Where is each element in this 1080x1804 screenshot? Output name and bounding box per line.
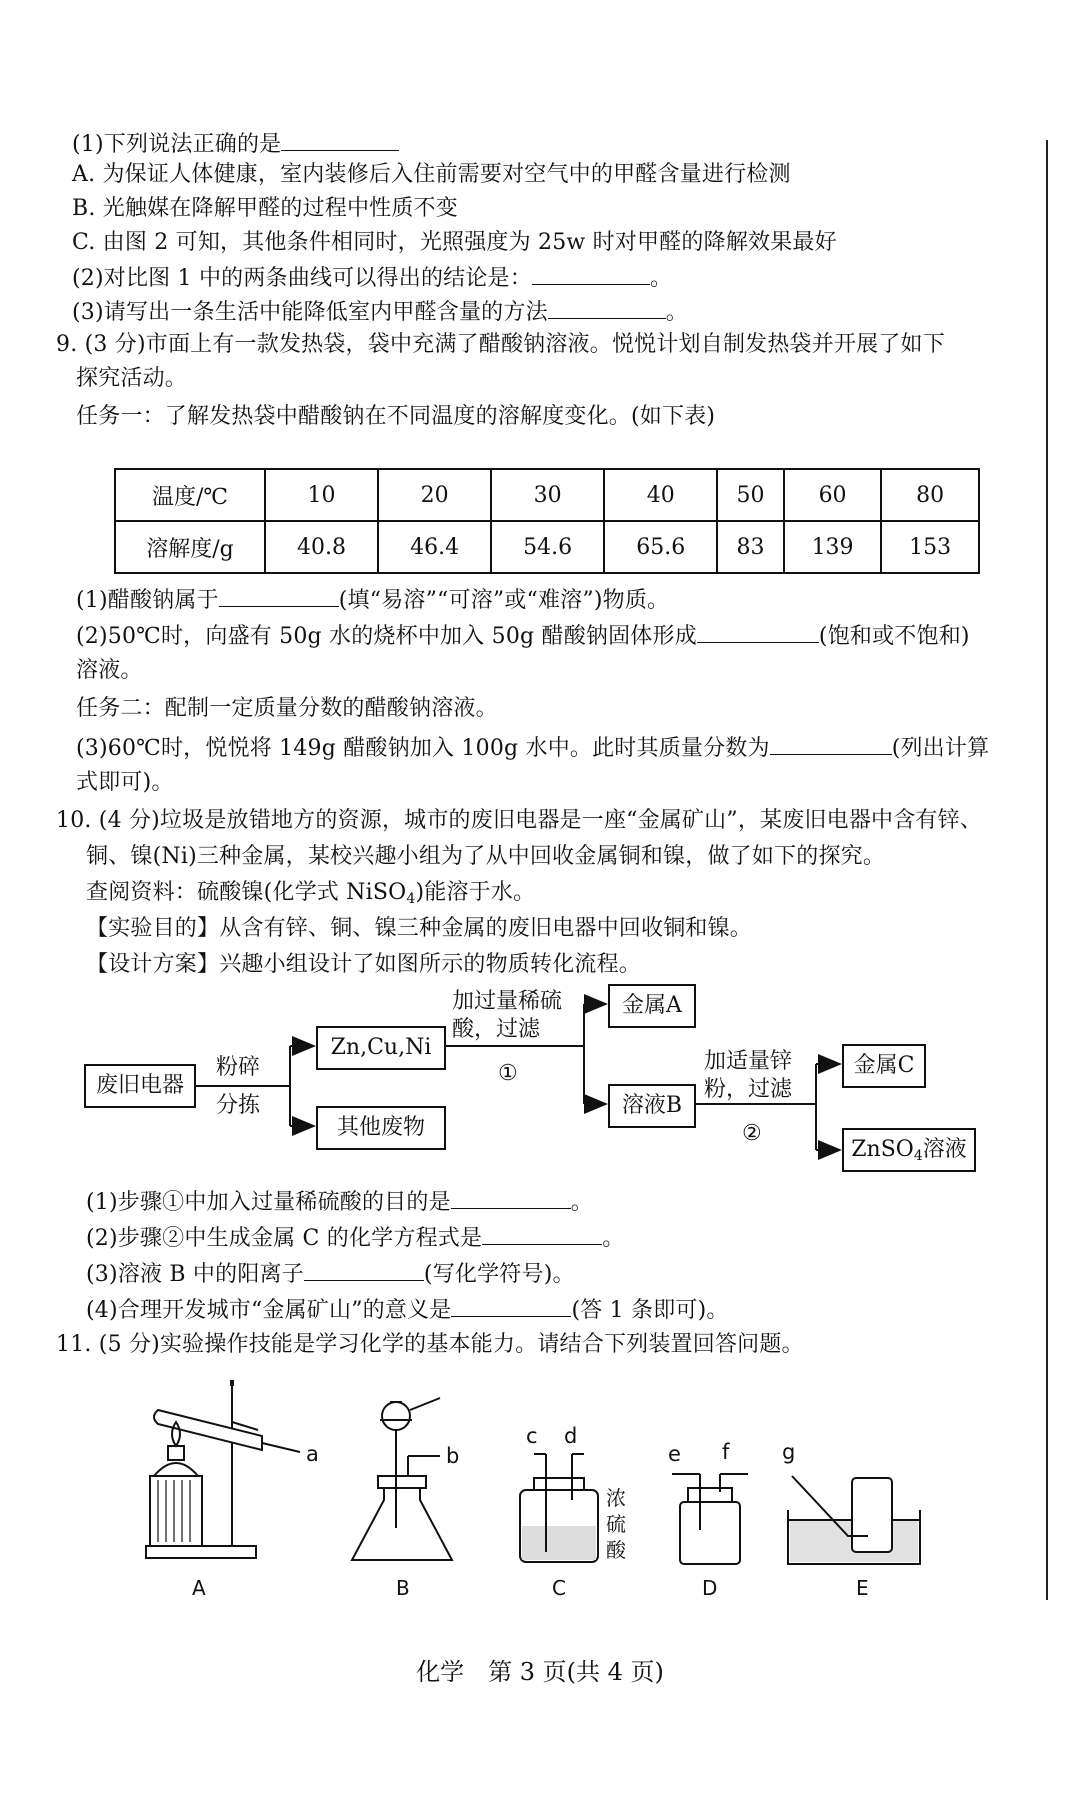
table-cell: 80 bbox=[881, 469, 979, 521]
apparatus-caption-a: A bbox=[192, 1576, 206, 1600]
q8-option-b: B. 光触媒在降解甲醛的过程中性质不变 bbox=[72, 196, 458, 221]
apparatus-b-flask-funnel bbox=[352, 1398, 452, 1560]
box-other-waste: 其他废物 bbox=[316, 1106, 446, 1150]
box-metals: Zn,Cu,Ni bbox=[316, 1026, 446, 1070]
table-cell: 54.6 bbox=[491, 521, 604, 573]
q10-part4: (4)合理开发城市“金属矿山”的意义是 (答 1 条即可)。 bbox=[86, 1294, 729, 1326]
label-add-acid-2: 酸，过滤 bbox=[452, 1017, 541, 1042]
q9-part2: (2)50℃时，向盛有 50g 水的烧杯中加入 50g 醋酸钠固体形成 (饱和或不饱和) bbox=[76, 620, 970, 652]
apparatus-a-heating-setup bbox=[146, 1380, 300, 1558]
q10-purpose: 【实验目的】从含有锌、铜、镍三种金属的废旧电器中回收铜和镍。 bbox=[86, 916, 753, 941]
table-header-temperature: 温度/℃ bbox=[115, 469, 265, 521]
acid-label-3: 酸 bbox=[606, 1538, 626, 1562]
box-znso4-solution: ZnSO$_4$溶液 bbox=[842, 1128, 976, 1172]
apparatus-label-b: b bbox=[446, 1444, 460, 1468]
q9-part3-cont: 式即可)。 bbox=[76, 770, 174, 795]
q8-option-c: C. 由图 2 可知，其他条件相同时，光照强度为 25w 时对甲醛的降解效果最好 bbox=[72, 230, 837, 255]
box-solution-b: 溶液B bbox=[608, 1084, 696, 1128]
label-add-zinc-2: 粉，过滤 bbox=[704, 1077, 793, 1102]
apparatus-d-collection-bottle bbox=[672, 1474, 748, 1564]
q9-task2: 任务二：配制一定质量分数的醋酸钠溶液。 bbox=[76, 696, 498, 721]
table-cell: 10 bbox=[265, 469, 378, 521]
apparatus-label-d: d bbox=[564, 1424, 578, 1448]
apparatus-label-f: f bbox=[722, 1440, 730, 1464]
box-metal-a: 金属A bbox=[608, 984, 696, 1028]
q10-part1: (1)步骤①中加入过量稀硫酸的目的是 。 bbox=[86, 1186, 593, 1218]
box-waste-appliances: 废旧电器 bbox=[84, 1064, 196, 1108]
acid-label-1: 浓 bbox=[606, 1486, 626, 1510]
apparatus-c-wash-bottle bbox=[520, 1454, 598, 1562]
q10-part2: (2)步骤②中生成金属 C 的化学方程式是 。 bbox=[86, 1222, 624, 1254]
table-cell: 60 bbox=[784, 469, 882, 521]
table-cell: 30 bbox=[491, 469, 604, 521]
apparatus-label-a: a bbox=[306, 1442, 319, 1466]
box-metal-c: 金属C bbox=[842, 1044, 926, 1088]
table-cell: 83 bbox=[717, 521, 784, 573]
apparatus-label-g: g bbox=[782, 1440, 796, 1464]
q9-part2-cont: 溶液。 bbox=[76, 658, 143, 683]
q9-stem-line1: 9. (3 分)市面上有一款发热袋，袋中充满了醋酸钠溶液。悦悦计划自制发热袋并开展了如下 bbox=[56, 332, 945, 357]
apparatus-caption-c: C bbox=[552, 1576, 566, 1600]
table-cell: 40 bbox=[604, 469, 717, 521]
q8-option-a: A. 为保证人体健康，室内装修后入住前需要对空气中的甲醛含量进行检测 bbox=[72, 162, 791, 187]
q10-stem-line1: 10. (4 分)垃圾是放错地方的资源，城市的废旧电器是一座“金属矿山”，某废旧电器中含有锌、 bbox=[56, 808, 983, 833]
q9-part1: (1)醋酸钠属于 (填“易溶”“可溶”或“难溶”)物质。 bbox=[76, 584, 669, 616]
apparatus-label-c: c bbox=[526, 1424, 538, 1448]
label-sort: 分拣 bbox=[216, 1093, 261, 1118]
table-cell: 153 bbox=[881, 521, 979, 573]
q10-part3: (3)溶液 B 中的阳离子 (写化学符号)。 bbox=[86, 1258, 575, 1290]
label-crush: 粉碎 bbox=[216, 1055, 261, 1080]
q8-part1: (1)下列说法正确的是 bbox=[72, 128, 399, 160]
label-add-zinc-1: 加适量锌 bbox=[704, 1049, 793, 1074]
page-footer: 化学 第 3 页(共 4 页) bbox=[416, 1658, 664, 1686]
apparatus-caption-b: B bbox=[396, 1576, 410, 1600]
apparatus-e-water-trough bbox=[788, 1476, 920, 1564]
apparatus-caption-e: E bbox=[856, 1576, 869, 1600]
q9-stem-line2: 探究活动。 bbox=[76, 366, 188, 391]
q10-info: 查阅资料：硫酸镍(化学式 NiSO$_4$)能溶于水。 bbox=[86, 880, 536, 907]
q8-part2: (2)对比图 1 中的两条曲线可以得出的结论是： 。 bbox=[72, 262, 672, 294]
table-cell: 50 bbox=[717, 469, 784, 521]
q9-part3: (3)60℃时，悦悦将 149g 醋酸钠加入 100g 水中。此时其质量分数为 (列出计算 bbox=[76, 732, 989, 764]
apparatus-caption-d: D bbox=[702, 1576, 718, 1600]
q11-stem: 11. (5 分)实验操作技能是学习化学的基本能力。请结合下列装置回答问题。 bbox=[56, 1332, 804, 1357]
q10-design: 【设计方案】兴趣小组设计了如图所示的物质转化流程。 bbox=[86, 952, 642, 977]
table-cell: 40.8 bbox=[265, 521, 378, 573]
apparatus-label-e: e bbox=[668, 1442, 681, 1466]
label-step-2: ② bbox=[742, 1121, 762, 1146]
acid-label-2: 硫 bbox=[606, 1512, 626, 1536]
label-step-1: ① bbox=[498, 1061, 518, 1086]
table-cell: 46.4 bbox=[378, 521, 491, 573]
table-cell: 65.6 bbox=[604, 521, 717, 573]
table-cell: 20 bbox=[378, 469, 491, 521]
table-header-solubility: 溶解度/g bbox=[115, 521, 265, 573]
q9-task1: 任务一：了解发热袋中醋酸钠在不同温度的溶解度变化。(如下表) bbox=[76, 404, 716, 429]
q8-part3: (3)请写出一条生活中能降低室内甲醛含量的方法 。 bbox=[72, 296, 688, 328]
label-add-acid-1: 加过量稀硫 bbox=[452, 989, 563, 1014]
table-cell: 139 bbox=[784, 521, 882, 573]
q10-stem-line2: 铜、镍(Ni)三种金属，某校兴趣小组为了从中回收金属铜和镍，做了如下的探究。 bbox=[86, 844, 886, 869]
